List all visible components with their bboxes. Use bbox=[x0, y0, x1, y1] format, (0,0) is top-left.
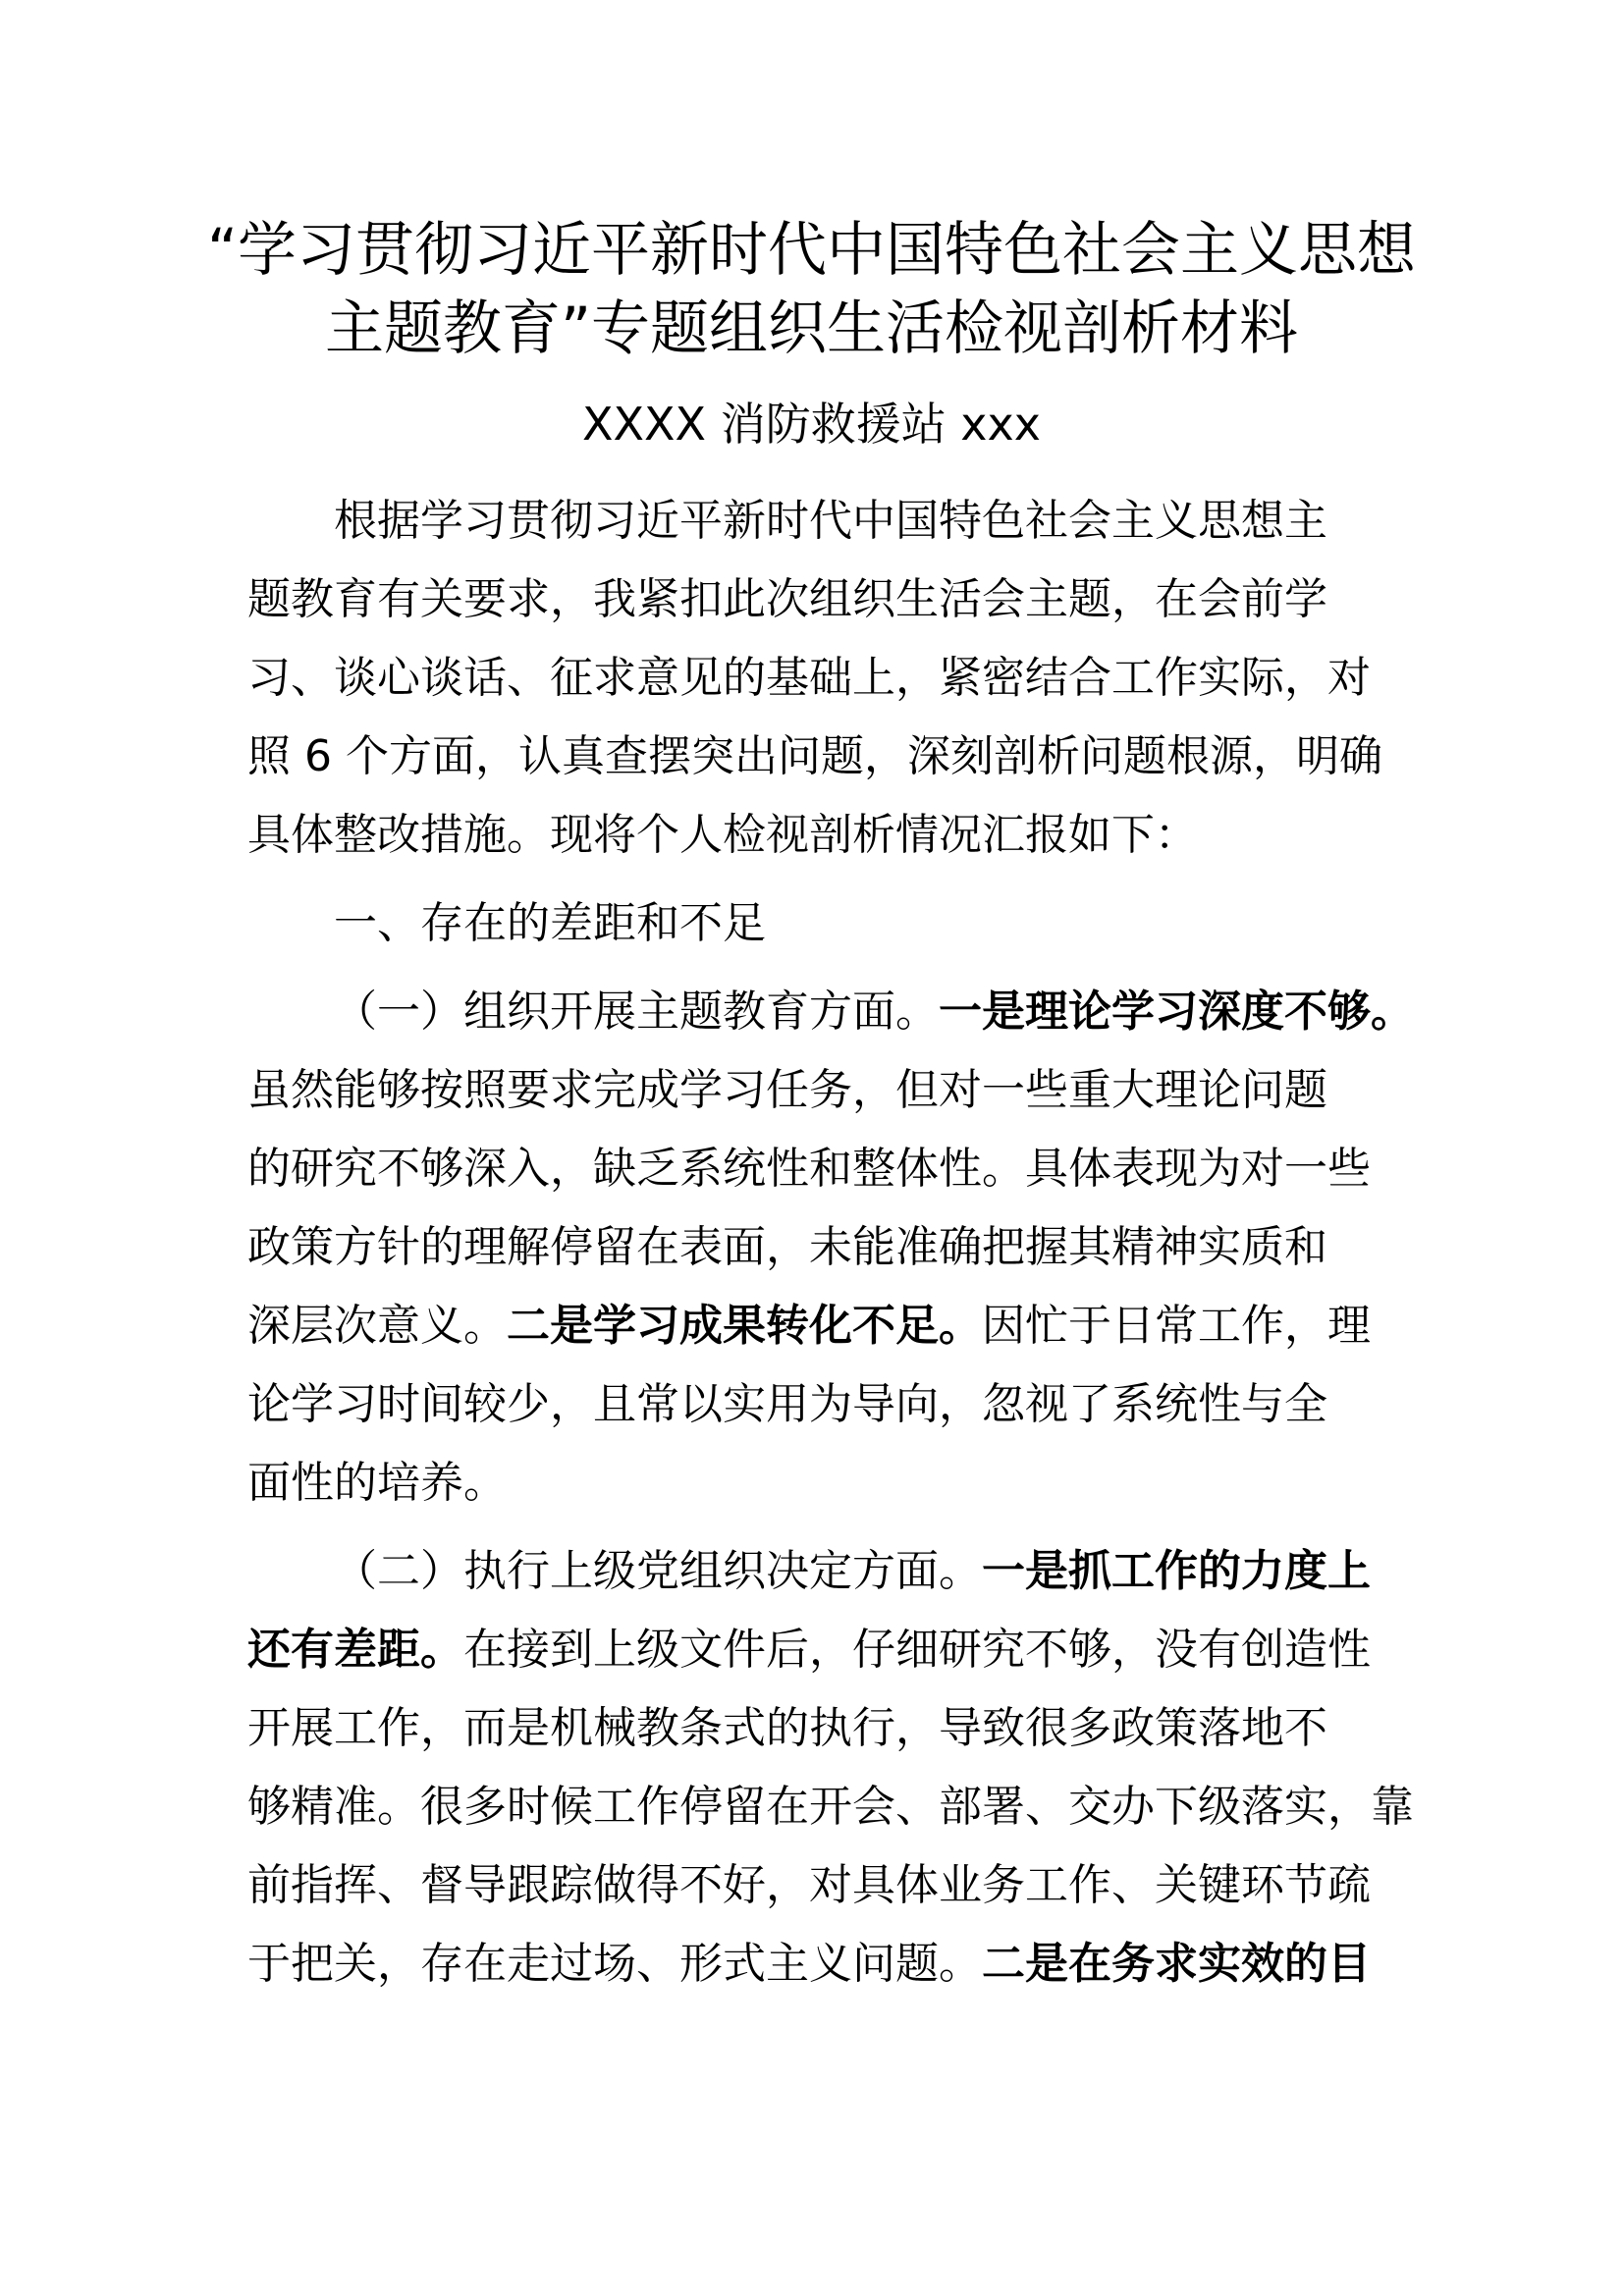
part-1-line-2: 虽然能够按照要求完成学习任务，但对一些重大理论问题 bbox=[247, 1065, 1327, 1115]
section-1-heading: 一、存在的差距和不足 bbox=[334, 898, 766, 948]
part-1-line-4: 政策方针的理解停留在表面，未能准确把握其精神实质和 bbox=[247, 1222, 1327, 1272]
part-2-point-1-heading-a: 一是抓工作的力度上 bbox=[982, 1546, 1371, 1596]
intro-line-2: 题教育有关要求，我紧扣此次组织生活会主题，在会前学 bbox=[247, 574, 1327, 624]
part-2-line-5: 前指挥、督导跟踪做得不好，对具体业务工作、关键环节疏 bbox=[247, 1860, 1371, 1910]
part-2-point-2-heading: 二是在务求实效的目 bbox=[982, 1939, 1371, 1989]
part-1-line-5-text: 深层次意义。 bbox=[247, 1301, 507, 1351]
document-title-line-1: “学习贯彻习近平新时代中国特色社会主义思想 bbox=[206, 216, 1417, 285]
part-2-point-1-heading-b: 还有差距。 bbox=[247, 1625, 463, 1675]
part-1-point-1-heading: 一是理论学习深度不够。 bbox=[939, 987, 1414, 1037]
document-title-line-2: 主题教育”专题组织生活检视剖析材料 bbox=[324, 294, 1299, 363]
part-2-line-6-text: 于把关，存在走过场、形式主义问题。 bbox=[247, 1939, 982, 1989]
document-author: XXXX 消防救援站 xxx bbox=[582, 398, 1041, 451]
part-1-lead: （一）组织开展主题教育方面。 bbox=[334, 987, 939, 1037]
part-1-line-3: 的研究不够深入，缺乏系统性和整体性。具体表现为对一些 bbox=[247, 1144, 1371, 1194]
part-1-line-7: 面性的培养。 bbox=[247, 1458, 507, 1508]
intro-line-3: 习、谈心谈话、征求意见的基础上，紧密结合工作实际，对 bbox=[247, 653, 1371, 703]
part-1-point-2-heading: 二是学习成果转化不足。 bbox=[507, 1301, 982, 1351]
part-2-line-2-rest: 在接到上级文件后，仔细研究不够，没有创造性 bbox=[463, 1625, 1371, 1675]
part-2-line-6 bbox=[247, 1937, 1371, 1992]
intro-line-5: 具体整改措施。现将个人检视剖析情况汇报如下： bbox=[247, 810, 1198, 860]
part-1-line-1 bbox=[334, 985, 1414, 1040]
part-2-lead: （二）执行上级党组织决定方面。 bbox=[334, 1546, 982, 1596]
part-1-line-5 bbox=[247, 1299, 1371, 1354]
part-2-line-4: 够精准。很多时候工作停留在开会、部署、交办下级落实，靠 bbox=[247, 1782, 1414, 1832]
part-2-line-2 bbox=[247, 1623, 1371, 1678]
part-2-line-1 bbox=[334, 1544, 1371, 1599]
intro-line-4: 照 6 个方面，认真查摆突出问题，深刻剖析问题根源，明确 bbox=[247, 731, 1382, 781]
intro-line-1: 根据学习贯彻习近平新时代中国特色社会主义思想主 bbox=[334, 496, 1327, 546]
part-2-line-3: 开展工作，而是机械教条式的执行，导致很多政策落地不 bbox=[247, 1703, 1327, 1753]
part-1-line-5-rest: 因忙于日常工作，理 bbox=[982, 1301, 1371, 1351]
part-1-line-6: 论学习时间较少，且常以实用为导向，忽视了系统性与全 bbox=[247, 1379, 1327, 1429]
